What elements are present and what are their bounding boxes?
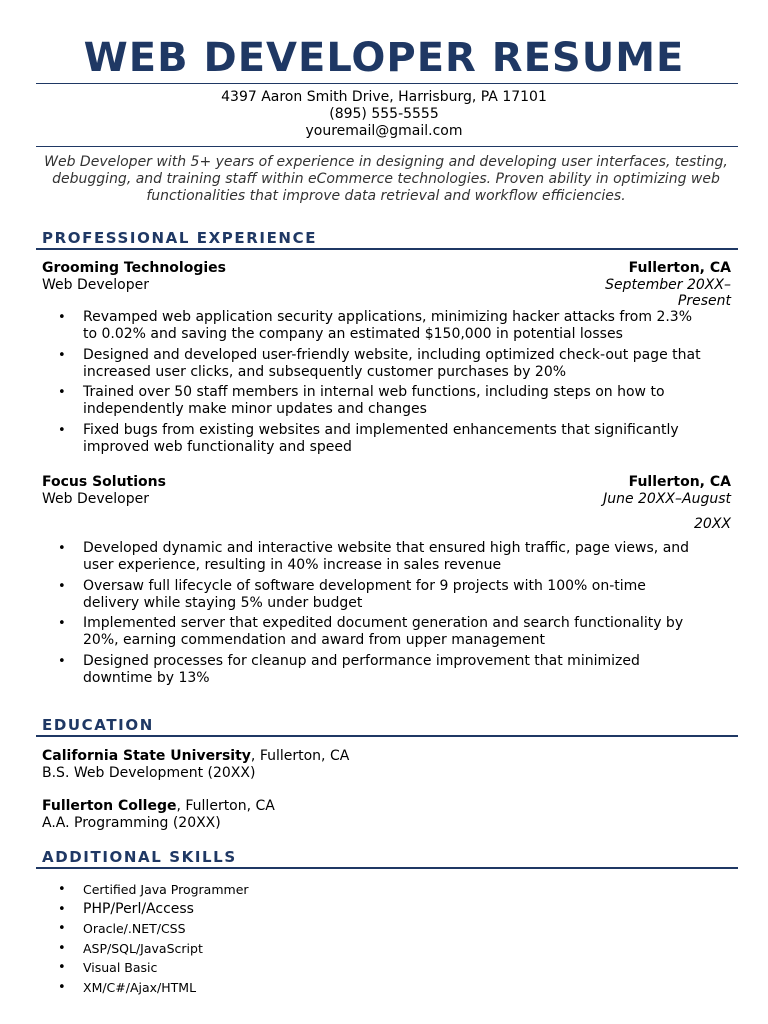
job-title: Web Developer bbox=[42, 277, 149, 293]
professional-summary: Web Developer with 5+ years of experience in designing and developing user interfaces, testing, debugging, and training staff within eCommerce technologies. Proven ability in optimizing web functionalities that improve data retrieval and workflow efficiencies. bbox=[44, 154, 728, 204]
school-degree: B.S. Web Development (20XX) bbox=[42, 765, 256, 781]
job-bullets bbox=[42, 540, 702, 690]
list-item: • Certified Java Programmer bbox=[42, 880, 249, 900]
list-item: • Designed processes for cleanup and performance improvement that minimized downtime by 13% bbox=[42, 653, 702, 687]
resume-title: WEB DEVELOPER RESUME bbox=[83, 35, 685, 81]
school-degree: A.A. Programming (20XX) bbox=[42, 815, 221, 831]
job-date-end: 20XX bbox=[694, 516, 731, 532]
contact-email: youremail@gmail.com bbox=[305, 123, 463, 139]
job-date-start: September 20XX– bbox=[605, 277, 731, 293]
school-location: , Fullerton, CA bbox=[250, 748, 350, 764]
school-location: , Fullerton, CA bbox=[176, 798, 275, 814]
section-heading-skills: ADDITIONAL SKILLS bbox=[42, 848, 237, 866]
list-item: • Oversaw full lifecycle of software development for 9 projects with 100% on-time delivery while staying 5% under budget bbox=[42, 578, 702, 612]
list-item: • Developed dynamic and interactive website that ensured high traffic, page views, and user experience, resulting in 40% increase in sales revenue bbox=[42, 540, 702, 574]
list-item: • Fixed bugs from existing websites and implemented enhancements that significantly improved web functionality and speed bbox=[42, 422, 702, 456]
job-date-start: June 20XX–August bbox=[603, 491, 731, 507]
list-item: • ASP/SQL/JavaScript bbox=[42, 939, 249, 959]
header-rule-bottom bbox=[36, 146, 738, 147]
header-rule-top bbox=[36, 83, 738, 84]
education-rule bbox=[36, 735, 738, 737]
job-title: Web Developer bbox=[42, 491, 149, 507]
list-item: • PHP/Perl/Access bbox=[42, 900, 249, 920]
skills-list bbox=[42, 880, 249, 997]
list-item: • Trained over 50 staff members in internal web functions, including steps on how to independently make minor updates and changes bbox=[42, 384, 702, 418]
job-date-end: Present bbox=[677, 293, 731, 309]
school-line bbox=[42, 748, 349, 765]
list-item: • Implemented server that expedited document generation and search functionality by 20%, earning commendation and award from upper management bbox=[42, 615, 702, 649]
list-item: • Revamped web application security applications, minimizing hacker attacks from 2.3% to 0.02% and saving the company an estimated $150,000 in potential losses bbox=[42, 309, 702, 343]
experience-rule bbox=[36, 248, 738, 250]
contact-address: 4397 Aaron Smith Drive, Harrisburg, PA 17101 bbox=[221, 89, 547, 105]
school-name: California State University bbox=[42, 748, 251, 764]
list-item: • Visual Basic bbox=[42, 958, 249, 978]
school-line bbox=[42, 798, 275, 815]
job-company: Focus Solutions bbox=[42, 474, 166, 490]
skills-rule bbox=[36, 867, 738, 869]
job-location: Fullerton, CA bbox=[628, 474, 731, 490]
job-bullets bbox=[42, 309, 702, 459]
section-heading-experience: PROFESSIONAL EXPERIENCE bbox=[42, 229, 318, 247]
contact-phone: (895) 555-5555 bbox=[329, 106, 439, 122]
list-item: • Designed and developed user-friendly website, including optimized check-out page that increased user clicks, and subsequently customer purchases by 20% bbox=[42, 347, 702, 381]
job-company: Grooming Technologies bbox=[42, 260, 226, 276]
list-item: • XM/C#/Ajax/HTML bbox=[42, 978, 249, 998]
school-name: Fullerton College bbox=[42, 798, 177, 814]
list-item: • Oracle/.NET/CSS bbox=[42, 919, 249, 939]
section-heading-education: EDUCATION bbox=[42, 716, 154, 734]
job-location: Fullerton, CA bbox=[628, 260, 731, 276]
